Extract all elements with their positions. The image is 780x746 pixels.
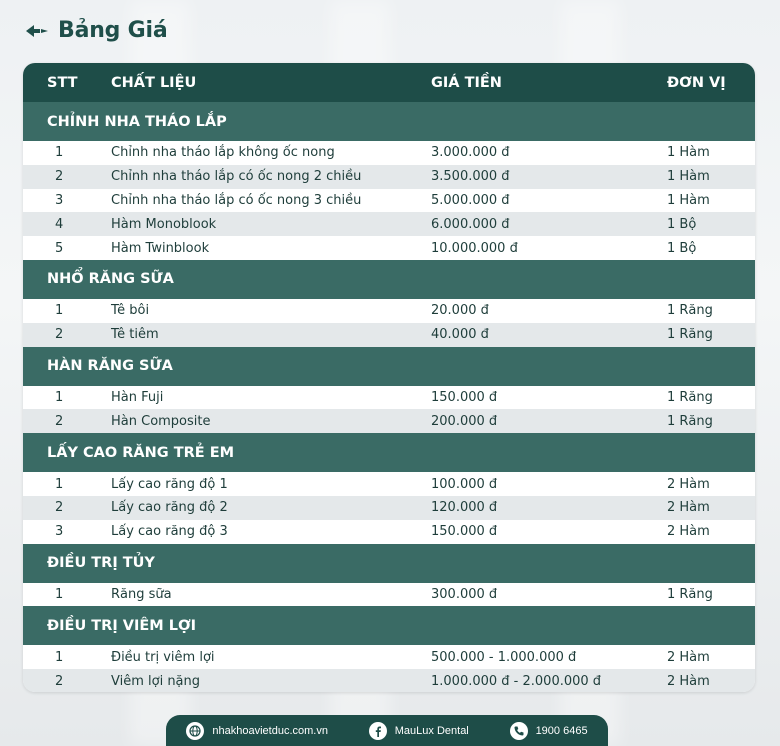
column-header-material: CHẤT LIỆU (111, 74, 197, 91)
table-row (23, 236, 755, 260)
row-number: 2 (55, 327, 64, 343)
row-number: 1 (55, 145, 64, 161)
row-unit: 2 Hàm (667, 649, 710, 665)
row-unit: 2 Hàm (667, 673, 710, 689)
section-header-row (23, 606, 755, 645)
row-material: Hàn Fuji (111, 389, 164, 405)
facebook-contact[interactable] (369, 722, 469, 740)
row-unit: 2 Hàm (667, 476, 710, 492)
row-number: 2 (55, 169, 64, 185)
section-header-row (23, 433, 755, 472)
contact-footer (166, 715, 608, 746)
row-unit: 1 Răng (667, 303, 713, 319)
globe-icon (186, 722, 204, 740)
row-price: 3.000.000 đ (431, 145, 510, 161)
row-unit: 1 Hàm (667, 169, 710, 185)
row-material: Răng sữa (111, 586, 172, 602)
section-title: CHỈNH NHA THÁO LẮP (47, 113, 227, 130)
section-title: ĐIỀU TRỊ TỦY (47, 555, 155, 572)
table-row (23, 386, 755, 410)
row-number: 4 (55, 216, 64, 232)
row-price: 200.000 đ (431, 413, 498, 429)
row-price: 40.000 đ (431, 327, 489, 343)
row-unit: 1 Bộ (667, 240, 697, 256)
table-row (23, 409, 755, 433)
page-title: Bảng Giá (58, 18, 168, 43)
column-header-price: GIÁ TIỀN (431, 74, 502, 91)
row-price: 500.000 - 1.000.000 đ (431, 649, 577, 665)
row-price: 100.000 đ (431, 476, 498, 492)
row-number: 3 (55, 192, 64, 208)
row-number: 2 (55, 500, 64, 516)
facebook-icon (369, 722, 387, 740)
phone-icon (510, 722, 528, 740)
section-title: NHỔ RĂNG SỮA (47, 271, 174, 288)
row-number: 2 (55, 413, 64, 429)
table-row (23, 212, 755, 236)
row-unit: 1 Bộ (667, 216, 697, 232)
row-number: 3 (55, 524, 64, 540)
row-material: Viêm lợi nặng (111, 673, 201, 689)
table-row (23, 299, 755, 323)
row-material: Chỉnh nha tháo lắp có ốc nong 2 chiều (111, 169, 362, 185)
table-row (23, 645, 755, 669)
section-header-row (23, 347, 755, 386)
row-material: Tê bôi (111, 303, 150, 319)
row-unit: 2 Hàm (667, 524, 710, 540)
row-unit: 1 Răng (667, 586, 713, 602)
row-material: Hàn Composite (111, 413, 211, 429)
table-row (23, 496, 755, 520)
row-unit: 1 Răng (667, 389, 713, 405)
phone-text: 1900 6465 (535, 724, 588, 737)
website-contact[interactable] (186, 722, 328, 740)
section-title: LẤY CAO RĂNG TRẺ EM (47, 444, 235, 461)
row-unit: 1 Răng (667, 327, 713, 343)
row-material: Hàm Twinblook (111, 240, 210, 256)
website-text: nhakhoavietduc.com.vn (212, 724, 328, 737)
row-price: 20.000 đ (431, 303, 489, 319)
arrow-icon (26, 24, 48, 38)
row-unit: 1 Hàm (667, 192, 710, 208)
row-price: 10.000.000 đ (431, 240, 518, 256)
table-row (23, 583, 755, 607)
price-table (23, 63, 755, 692)
section-title: HÀN RĂNG SỮA (47, 358, 173, 375)
row-unit: 2 Hàm (667, 500, 710, 516)
table-row (23, 141, 755, 165)
row-unit: 1 Hàm (667, 145, 710, 161)
table-row (23, 189, 755, 213)
row-price: 6.000.000 đ (431, 216, 510, 232)
row-price: 150.000 đ (431, 389, 498, 405)
row-price: 3.500.000 đ (431, 169, 510, 185)
row-number: 5 (55, 240, 64, 256)
row-unit: 1 Răng (667, 413, 713, 429)
row-number: 1 (55, 303, 64, 319)
column-header-unit: ĐƠN VỊ (667, 74, 726, 91)
table-header-row (23, 63, 755, 102)
table-row (23, 165, 755, 189)
row-material: Điều trị viêm lợi (111, 649, 215, 665)
page-heading (26, 18, 168, 43)
row-price: 5.000.000 đ (431, 192, 510, 208)
row-price: 120.000 đ (431, 500, 498, 516)
section-header-row (23, 260, 755, 299)
row-number: 2 (55, 673, 64, 689)
table-row (23, 520, 755, 544)
row-material: Lấy cao răng độ 3 (111, 524, 228, 540)
row-number: 1 (55, 389, 64, 405)
phone-contact[interactable] (510, 722, 588, 740)
table-row (23, 323, 755, 347)
facebook-text: MauLux Dental (394, 724, 469, 737)
column-header-stt: STT (47, 74, 78, 91)
row-material: Chỉnh nha tháo lắp có ốc nong 3 chiều (111, 192, 362, 208)
row-material: Hàm Monoblook (111, 216, 217, 232)
row-number: 1 (55, 649, 64, 665)
table-row (23, 472, 755, 496)
section-header-row (23, 544, 755, 583)
row-price: 1.000.000 đ - 2.000.000 đ (431, 673, 602, 689)
row-number: 1 (55, 586, 64, 602)
row-price: 150.000 đ (431, 524, 498, 540)
section-header-row (23, 102, 755, 141)
row-price: 300.000 đ (431, 586, 498, 602)
row-material: Lấy cao răng độ 2 (111, 500, 228, 516)
row-material: Tê tiêm (111, 327, 159, 343)
section-title: ĐIỀU TRỊ VIÊM LỢI (47, 617, 197, 634)
table-row (23, 669, 755, 692)
row-number: 1 (55, 476, 64, 492)
row-material: Chỉnh nha tháo lắp không ốc nong (111, 145, 335, 161)
row-material: Lấy cao răng độ 1 (111, 476, 228, 492)
